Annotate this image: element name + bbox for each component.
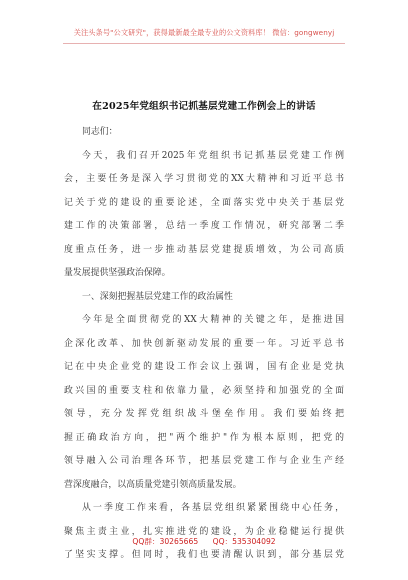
body-line: 政兴国的重要支柱和依靠力量，必须坚持和加强党的全面	[64, 385, 344, 396]
footer-contact	[0, 536, 408, 547]
footer-qq-group: QQ群：30265665	[132, 537, 199, 546]
body-line: 建工作的决策部署，总结一季度工作情况，研究部署二季	[64, 221, 344, 231]
body-line: 今年是全面贯彻党的XX大精神的关键之年，是推进国	[82, 315, 344, 325]
body-line: 会，主要任务是深入学习贯彻党的XX大精神和习近平总书	[64, 174, 344, 184]
body-line: 记在中央企业党的建设工作会议上强调，国有企业是党执	[64, 362, 344, 372]
body-line: 聚焦主责主业，扎实推进党的建设，为企业稳健运行提供	[64, 526, 344, 537]
body-line: 记关于党的建设的重要论述，全面落实党中央关于基层党	[64, 197, 344, 208]
document-body	[64, 121, 344, 568]
body-line: 领导，充分发挥党组织战斗堡垒作用。我们要始终把	[64, 409, 344, 419]
banner: 关注头条号"公文研究"，获得最新最全最专业的公文资料库！ 微信：gongwenyj	[73, 28, 335, 37]
salutation-line: 同志们：	[82, 127, 118, 137]
body-line: 度重点任务，进一步推动基层党建提质增效，为公司高质	[64, 244, 344, 255]
section-heading: 一、深刻把握基层党建工作的政治属性	[82, 291, 233, 302]
body-line: 从一季度工作来看，各基层党组织紧紧围绕中心任务，	[82, 503, 344, 513]
body-line: 企深化改革、加快创新驱动发展的重要一年。习近平总书	[64, 338, 344, 349]
banner-rule	[63, 43, 345, 44]
body-line: 量发展提供坚强政治保障。	[64, 268, 171, 278]
document-title: 在2025年党组织书记抓基层党建工作例会上的讲话	[92, 101, 316, 112]
body-line: 握正确政治方向，把"两个维护"作为根本原则，把党的	[64, 432, 344, 443]
footer-qq: QQ：535304092	[212, 537, 276, 546]
body-line: 营深度融合，以高质量党建引领高质量发展。	[64, 479, 242, 490]
body-line: 今天，我们召开2025年党组织书记抓基层党建工作例	[82, 150, 344, 161]
body-line: 领导融入公司治理各环节，把基层党建工作与企业生产经	[64, 456, 344, 466]
body-line: 了坚实支撑。但同时，我们也要清醒认识到，部分基层党	[64, 550, 344, 560]
